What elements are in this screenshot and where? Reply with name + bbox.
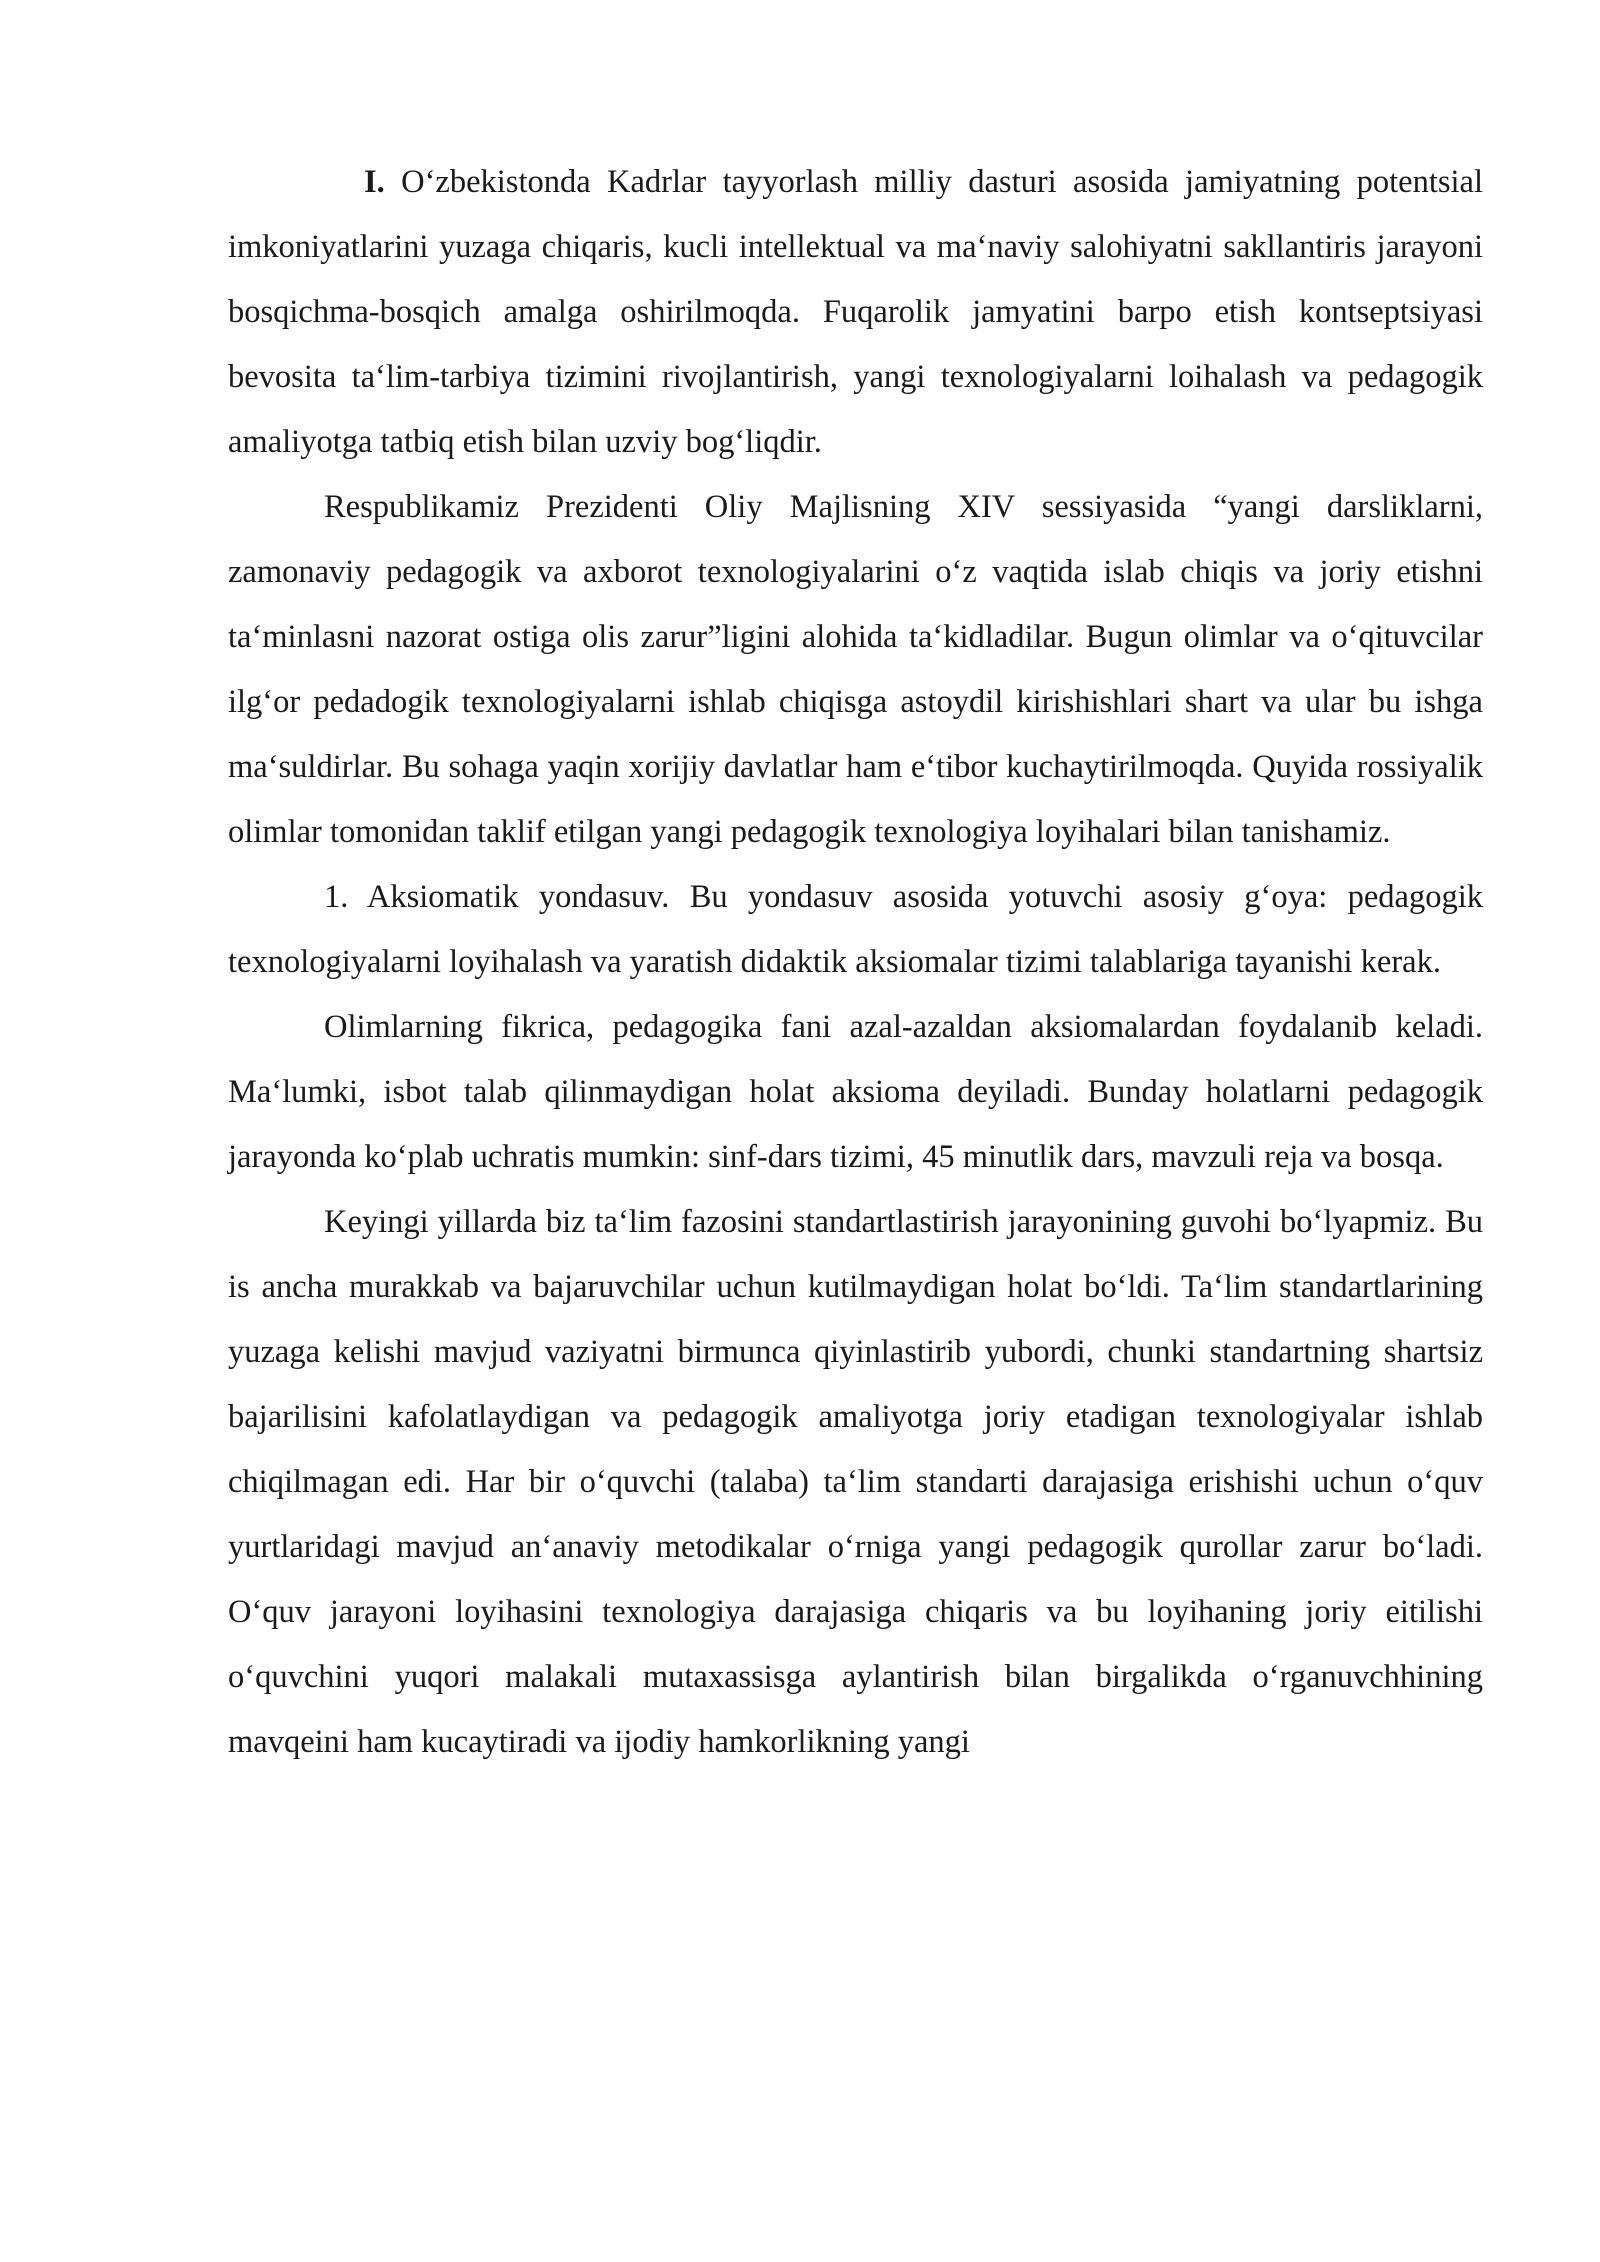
paragraph-4: Olimlarning fikrica, pedagogika fani azal-azaldan aksiomalardan foydalanib keladi. Ma‘lumki, isbot talab qilinmaydigan holat aksioma deyiladi. Bunday holatlarni pedagogik jarayonda ko‘plab uchratis mumkin: sinf-dars tizimi, 45 minutlik dars, mavzuli reja va bosqa. <box>228 1009 1483 1175</box>
paragraph-2: Respublikamiz Prezidenti Oliy Majlisning XIV sessiyasida “yangi darsliklarni, zamonaviy pedagogik va axborot texnologiyalarini o‘z vaqtida islab chiqis va joriy etishni ta‘minlasni nazorat ostiga olis zarur”ligini alohida ta‘kidladilar. Bugun olimlar va o‘qituvcilar ilg‘or pedadogik texnologiyalarni ishlab chiqisga astoydil kirishishlari shart va ular bu ishga ma‘suldirlar. Bu sohaga yaqin xorijiy davlatlar ham e‘tibor kuchaytirilmoqda. Quyida rossiyalik olimlar tomonidan taklif etilgan yangi pedagogik texnologiya loyihalari bilan tanishamiz. <box>228 489 1483 850</box>
paragraph-3: 1. Aksiomatik yondasuv. Bu yondasuv asosida yotuvchi asosiy g‘oya: pedagogik texnologiyalarni loyihalash va yaratish didaktik aksiomalar tizimi talablariga tayanishi kerak. <box>228 879 1483 980</box>
section-number: I. <box>364 164 385 200</box>
paragraph-1-text: O‘zbekistonda Kadrlar tayyorlash milliy dasturi asosida jamiyatning potentsial imkoniyatlarini yuzaga chiqaris, kucli intellektual va ma‘naviy salohiyatni sakllantiris jarayoni bosqichma-bosqich amalga oshirilmoqda. Fuqarolik jamyatini barpo etish kontseptsiyasi bevosita ta‘lim-tarbiya tizimini rivojlantirish, yangi texnologiyalarni loihalash va pedagogik amaliyotga tatbiq etish bilan uzviy bog‘liqdir. <box>228 164 1484 460</box>
paragraph-1 <box>228 150 1483 475</box>
paragraph-5: Keyingi yillarda biz ta‘lim fazosini standartlastirish jarayonining guvohi bo‘lyapmiz. Bu is ancha murakkab va bajaruvchilar uchun kutilmaydigan holat bo‘ldi. Ta‘lim standartlarining yuzaga kelishi mavjud vaziyatni birmunca qiyinlastirib yubordi, chunki standartning shartsiz bajarilisini kafolatlaydigan va pedagogik amaliyotga joriy etadigan texnologiyalar ishlab chiqilmagan edi. Har bir o‘quvchi (talaba) ta‘lim standarti darajasiga erishishi uchun o‘quv yurtlaridagi mavjud an‘anaviy metodikalar o‘rniga yangi pedagogik qurollar zarur bo‘ladi. O‘quv jarayoni loyihasini texnologiya darajasiga chiqaris va bu loyihaning joriy eitilishi o‘quvchini yuqori malakali mutaxassisga aylantirish bilan birgalikda o‘rganuvchhining mavqeini ham kucaytiradi va ijodiy hamkorlikning yangi <box>228 1204 1483 1760</box>
document-body <box>228 150 1483 1775</box>
